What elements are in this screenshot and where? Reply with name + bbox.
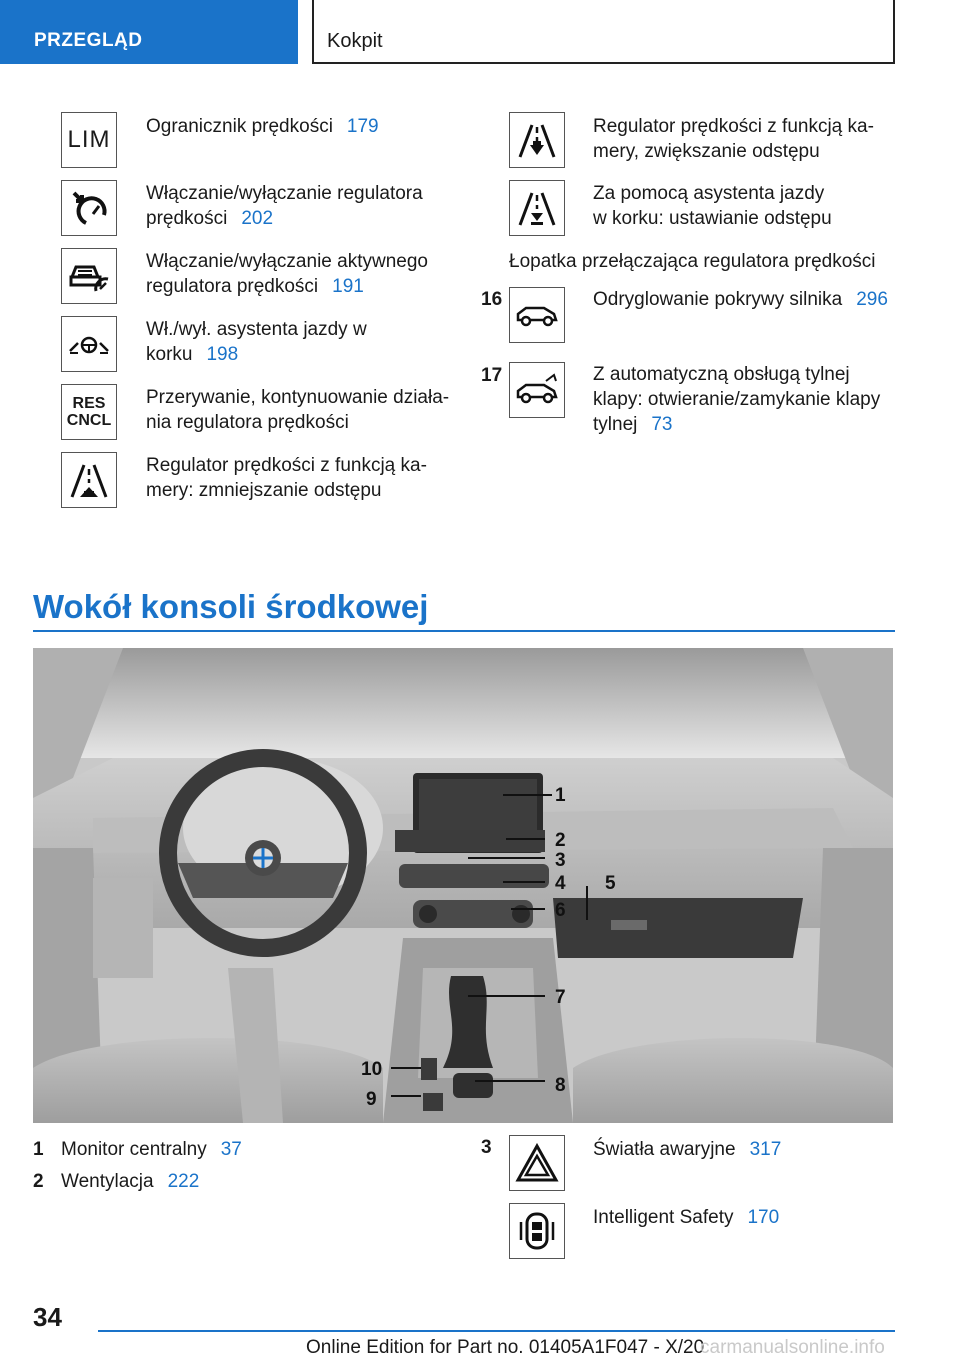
page-link[interactable]: 198 bbox=[206, 344, 239, 365]
list-item: Za pomocą asystenta jazdy w korku: ustawianie odstępu bbox=[593, 183, 832, 229]
list-item: Regulator prędkości z funkcją ka- mery, zwiększanie odstępu bbox=[593, 116, 874, 162]
distance-decrease-icon bbox=[61, 452, 117, 508]
section-title: Wokół konsoli środkowej bbox=[33, 588, 429, 625]
page-link[interactable]: 73 bbox=[651, 414, 673, 435]
callout-label: 7 bbox=[555, 987, 566, 1008]
active-cruise-icon bbox=[61, 248, 117, 304]
cockpit-photo bbox=[33, 648, 893, 1123]
callout-label: 2 bbox=[555, 830, 566, 851]
page-link[interactable]: 202 bbox=[241, 208, 274, 229]
page-link[interactable]: 222 bbox=[167, 1171, 200, 1192]
item-number: 17 bbox=[481, 365, 503, 386]
list-item: Przerywanie, kontynuowanie działa- nia regulatora prędkości bbox=[146, 387, 450, 433]
list-item: Regulator prędkości z funkcją ka- mery: zmniejszanie odstępu bbox=[146, 455, 427, 501]
tailgate-icon bbox=[509, 362, 565, 418]
callout-label: 10 bbox=[361, 1059, 383, 1080]
intelligent-safety-icon bbox=[509, 1203, 565, 1259]
lim-icon: LIM bbox=[61, 112, 117, 168]
callout-label: 3 bbox=[555, 850, 566, 871]
distance-set-icon bbox=[509, 180, 565, 236]
page-link[interactable]: 317 bbox=[749, 1139, 782, 1160]
callout-label: 5 bbox=[605, 873, 616, 894]
list-item: Włączanie/wyłączanie regulatora prędkości 202 bbox=[146, 183, 423, 229]
page-number: 34 bbox=[33, 1302, 62, 1332]
list-item: Odryglowanie pokrywy silnika 296 bbox=[593, 289, 888, 310]
callout-label: 1 bbox=[555, 785, 566, 806]
distance-increase-icon bbox=[509, 112, 565, 168]
callout-label: 9 bbox=[366, 1089, 377, 1110]
footer-divider bbox=[98, 1330, 895, 1332]
lane-assist-icon bbox=[61, 316, 117, 372]
page-link[interactable]: 179 bbox=[346, 116, 379, 137]
list-item: Wł./wył. asystenta jazdy w korku 198 bbox=[146, 319, 367, 365]
cockpit-illustration bbox=[33, 648, 893, 1123]
edition-note: Online Edition for Part no. 01405A1F047 - X/20 bbox=[306, 1337, 705, 1358]
chapter-header bbox=[312, 0, 895, 64]
page-link[interactable]: 191 bbox=[332, 276, 364, 297]
list-item: Z automatyczną obsługą tylnej klapy: otwieranie/zamykanie klapy tylnej 73 bbox=[593, 364, 881, 435]
callout-label: 8 bbox=[555, 1075, 566, 1096]
item-number: 2 bbox=[33, 1171, 44, 1192]
callout-label: 4 bbox=[555, 873, 566, 894]
item-number: 1 bbox=[33, 1139, 44, 1160]
cruise-toggle-icon bbox=[61, 180, 117, 236]
group-caption: Łopatka przełączająca regulatora prędkości bbox=[509, 251, 876, 272]
item-label: Ogranicznik prędkości bbox=[146, 116, 333, 137]
res-cncl-icon: RES CNCL bbox=[61, 384, 117, 440]
list-item: Włączanie/wyłączanie aktywnego regulatora prędkości 191 bbox=[146, 251, 428, 297]
section-tab-label: PRZEGLĄD bbox=[34, 30, 143, 51]
page-link[interactable]: 296 bbox=[856, 289, 888, 310]
page-link[interactable]: 170 bbox=[747, 1207, 780, 1228]
section-divider bbox=[33, 630, 895, 632]
callout-label: 6 bbox=[555, 900, 566, 921]
page-link[interactable]: 37 bbox=[220, 1139, 242, 1160]
watermark: carmanualsonline.info bbox=[700, 1337, 885, 1358]
list-item: Światła awaryjne 317 bbox=[593, 1139, 782, 1160]
hood-release-icon bbox=[509, 287, 565, 343]
list-item: Intelligent Safety 170 bbox=[593, 1207, 780, 1228]
chapter-title: Kokpit bbox=[327, 30, 383, 52]
item-number: 16 bbox=[481, 289, 503, 310]
item-number: 3 bbox=[481, 1137, 492, 1158]
section-tab[interactable] bbox=[0, 0, 298, 64]
hazard-lights-icon bbox=[509, 1135, 565, 1191]
list-item bbox=[146, 114, 379, 139]
